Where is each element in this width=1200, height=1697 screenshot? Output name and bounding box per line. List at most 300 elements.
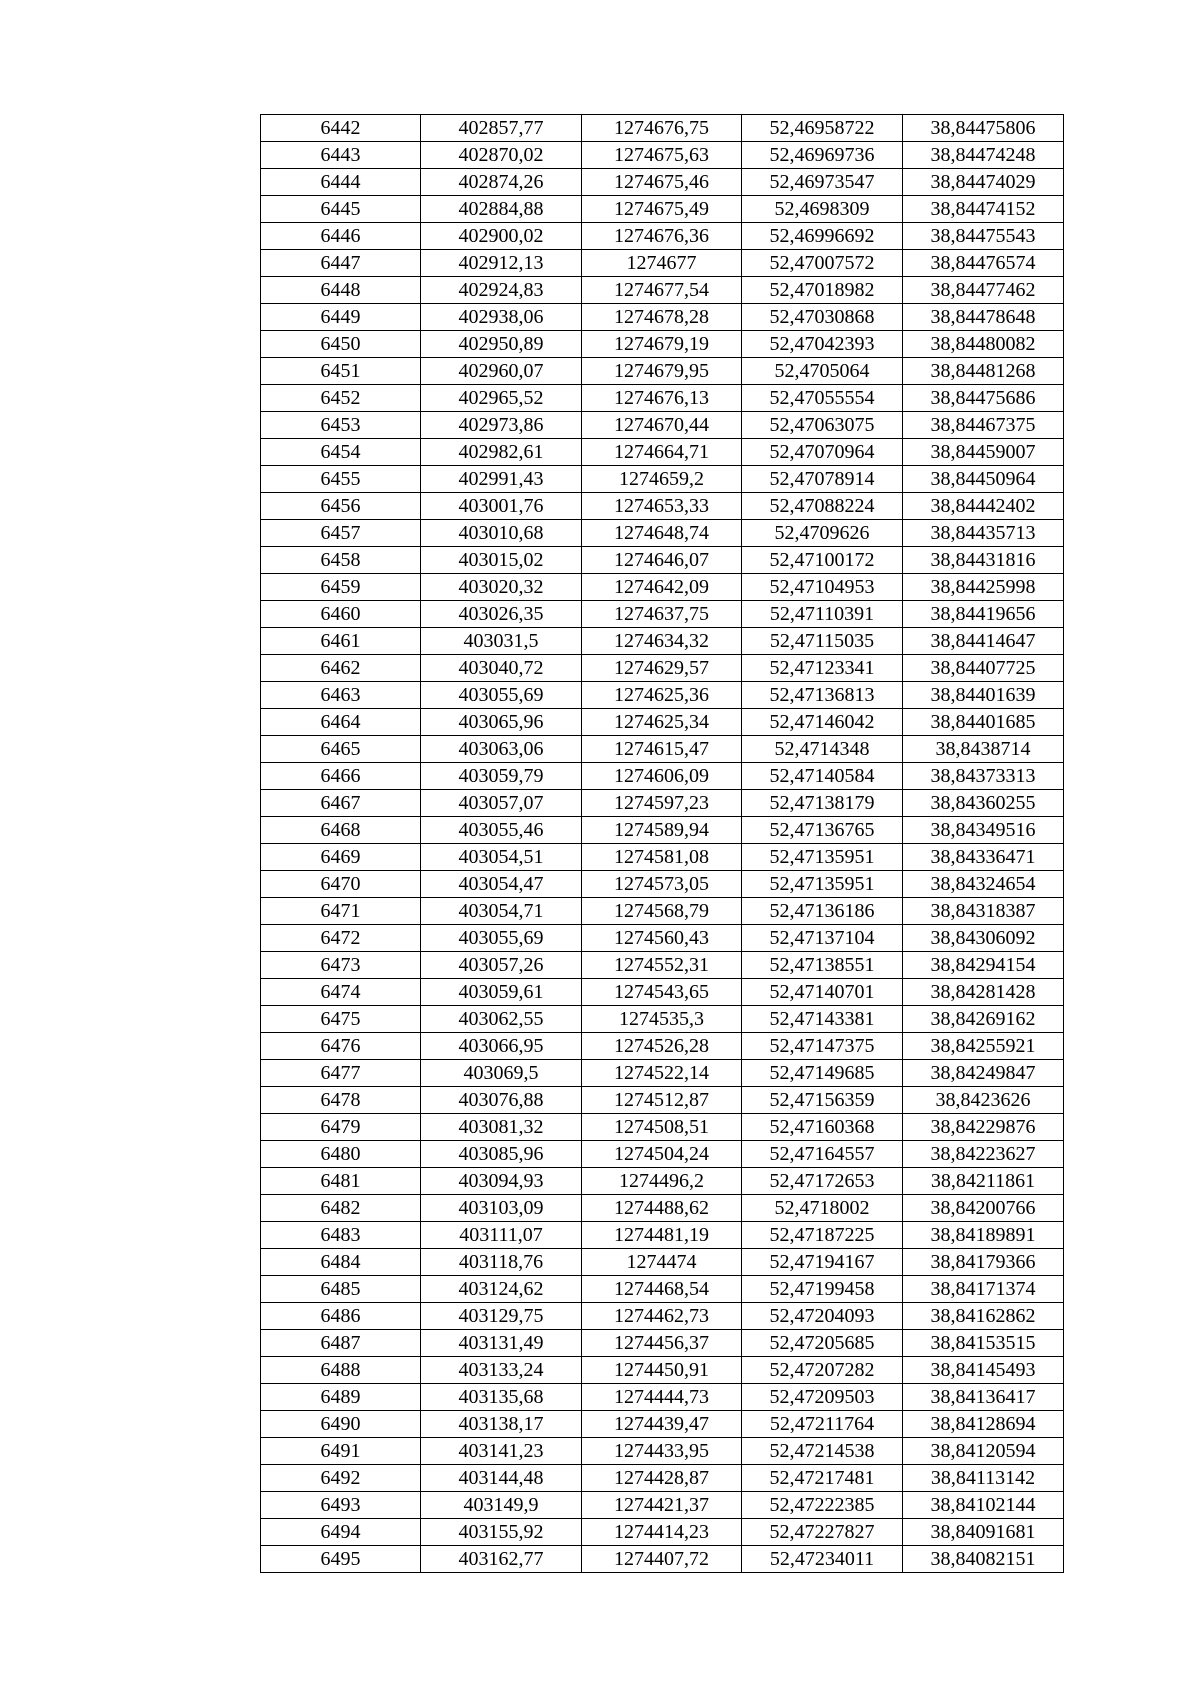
table-row <box>261 196 1064 223</box>
point-number-cell: 6487 <box>261 1330 421 1357</box>
x-coordinate-cell: 403059,79 <box>421 763 582 790</box>
latitude-cell: 52,46996692 <box>742 223 903 250</box>
table-row <box>261 169 1064 196</box>
x-coordinate-cell: 403138,17 <box>421 1411 582 1438</box>
table-row <box>261 1465 1064 1492</box>
longitude-cell: 38,84435713 <box>903 520 1064 547</box>
x-coordinate-cell: 403162,77 <box>421 1546 582 1573</box>
latitude-cell: 52,47194167 <box>742 1249 903 1276</box>
table-row <box>261 898 1064 925</box>
longitude-cell: 38,84189891 <box>903 1222 1064 1249</box>
longitude-cell: 38,84478648 <box>903 304 1064 331</box>
point-number-cell: 6493 <box>261 1492 421 1519</box>
point-number-cell: 6490 <box>261 1411 421 1438</box>
table-row <box>261 547 1064 574</box>
x-coordinate-cell: 402857,77 <box>421 115 582 142</box>
y-coordinate-cell: 1274407,72 <box>582 1546 742 1573</box>
y-coordinate-cell: 1274568,79 <box>582 898 742 925</box>
y-coordinate-cell: 1274670,44 <box>582 412 742 439</box>
y-coordinate-cell: 1274675,46 <box>582 169 742 196</box>
table-row <box>261 709 1064 736</box>
x-coordinate-cell: 403065,96 <box>421 709 582 736</box>
y-coordinate-cell: 1274522,14 <box>582 1060 742 1087</box>
table-row <box>261 250 1064 277</box>
y-coordinate-cell: 1274677,54 <box>582 277 742 304</box>
longitude-cell: 38,84431816 <box>903 547 1064 574</box>
longitude-cell: 38,84360255 <box>903 790 1064 817</box>
table-row <box>261 871 1064 898</box>
y-coordinate-cell: 1274678,28 <box>582 304 742 331</box>
table-row <box>261 1276 1064 1303</box>
x-coordinate-cell: 403085,96 <box>421 1141 582 1168</box>
coordinates-table <box>260 114 1064 1573</box>
point-number-cell: 6442 <box>261 115 421 142</box>
point-number-cell: 6455 <box>261 466 421 493</box>
table-row <box>261 1114 1064 1141</box>
point-number-cell: 6445 <box>261 196 421 223</box>
latitude-cell: 52,47214538 <box>742 1438 903 1465</box>
longitude-cell: 38,84200766 <box>903 1195 1064 1222</box>
longitude-cell: 38,84120594 <box>903 1438 1064 1465</box>
longitude-cell: 38,84249847 <box>903 1060 1064 1087</box>
table-row <box>261 1546 1064 1573</box>
point-number-cell: 6453 <box>261 412 421 439</box>
y-coordinate-cell: 1274659,2 <box>582 466 742 493</box>
point-number-cell: 6476 <box>261 1033 421 1060</box>
latitude-cell: 52,4698309 <box>742 196 903 223</box>
y-coordinate-cell: 1274512,87 <box>582 1087 742 1114</box>
table-row <box>261 1411 1064 1438</box>
y-coordinate-cell: 1274535,3 <box>582 1006 742 1033</box>
latitude-cell: 52,47199458 <box>742 1276 903 1303</box>
table-row <box>261 304 1064 331</box>
point-number-cell: 6459 <box>261 574 421 601</box>
longitude-cell: 38,84401639 <box>903 682 1064 709</box>
point-number-cell: 6483 <box>261 1222 421 1249</box>
table-row <box>261 1033 1064 1060</box>
longitude-cell: 38,84476574 <box>903 250 1064 277</box>
y-coordinate-cell: 1274664,71 <box>582 439 742 466</box>
x-coordinate-cell: 403054,71 <box>421 898 582 925</box>
x-coordinate-cell: 403149,9 <box>421 1492 582 1519</box>
y-coordinate-cell: 1274634,32 <box>582 628 742 655</box>
latitude-cell: 52,47140584 <box>742 763 903 790</box>
table-row <box>261 1303 1064 1330</box>
longitude-cell: 38,84153515 <box>903 1330 1064 1357</box>
table-row <box>261 412 1064 439</box>
longitude-cell: 38,84128694 <box>903 1411 1064 1438</box>
longitude-cell: 38,84306092 <box>903 925 1064 952</box>
table-row <box>261 736 1064 763</box>
x-coordinate-cell: 403103,09 <box>421 1195 582 1222</box>
table-row <box>261 790 1064 817</box>
x-coordinate-cell: 403026,35 <box>421 601 582 628</box>
point-number-cell: 6474 <box>261 979 421 1006</box>
table-row <box>261 655 1064 682</box>
y-coordinate-cell: 1274629,57 <box>582 655 742 682</box>
x-coordinate-cell: 403020,32 <box>421 574 582 601</box>
longitude-cell: 38,84475686 <box>903 385 1064 412</box>
latitude-cell: 52,47070964 <box>742 439 903 466</box>
y-coordinate-cell: 1274646,07 <box>582 547 742 574</box>
table-row <box>261 277 1064 304</box>
latitude-cell: 52,47147375 <box>742 1033 903 1060</box>
y-coordinate-cell: 1274428,87 <box>582 1465 742 1492</box>
longitude-cell: 38,84475806 <box>903 115 1064 142</box>
longitude-cell: 38,84459007 <box>903 439 1064 466</box>
longitude-cell: 38,84281428 <box>903 979 1064 1006</box>
y-coordinate-cell: 1274615,47 <box>582 736 742 763</box>
latitude-cell: 52,47187225 <box>742 1222 903 1249</box>
latitude-cell: 52,47136813 <box>742 682 903 709</box>
y-coordinate-cell: 1274414,23 <box>582 1519 742 1546</box>
latitude-cell: 52,47156359 <box>742 1087 903 1114</box>
point-number-cell: 6450 <box>261 331 421 358</box>
table-row <box>261 358 1064 385</box>
x-coordinate-cell: 403069,5 <box>421 1060 582 1087</box>
y-coordinate-cell: 1274462,73 <box>582 1303 742 1330</box>
table-row <box>261 1438 1064 1465</box>
point-number-cell: 6486 <box>261 1303 421 1330</box>
longitude-cell: 38,84318387 <box>903 898 1064 925</box>
point-number-cell: 6485 <box>261 1276 421 1303</box>
point-number-cell: 6475 <box>261 1006 421 1033</box>
table-row <box>261 520 1064 547</box>
table-row <box>261 817 1064 844</box>
latitude-cell: 52,47100172 <box>742 547 903 574</box>
point-number-cell: 6456 <box>261 493 421 520</box>
x-coordinate-cell: 403066,95 <box>421 1033 582 1060</box>
longitude-cell: 38,84091681 <box>903 1519 1064 1546</box>
x-coordinate-cell: 403031,5 <box>421 628 582 655</box>
longitude-cell: 38,84336471 <box>903 844 1064 871</box>
point-number-cell: 6470 <box>261 871 421 898</box>
point-number-cell: 6468 <box>261 817 421 844</box>
y-coordinate-cell: 1274468,54 <box>582 1276 742 1303</box>
table-row <box>261 601 1064 628</box>
longitude-cell: 38,84407725 <box>903 655 1064 682</box>
table-row <box>261 1141 1064 1168</box>
x-coordinate-cell: 402884,88 <box>421 196 582 223</box>
point-number-cell: 6478 <box>261 1087 421 1114</box>
y-coordinate-cell: 1274543,65 <box>582 979 742 1006</box>
point-number-cell: 6484 <box>261 1249 421 1276</box>
longitude-cell: 38,84474152 <box>903 196 1064 223</box>
longitude-cell: 38,84179366 <box>903 1249 1064 1276</box>
y-coordinate-cell: 1274625,36 <box>582 682 742 709</box>
x-coordinate-cell: 403141,23 <box>421 1438 582 1465</box>
y-coordinate-cell: 1274456,37 <box>582 1330 742 1357</box>
longitude-cell: 38,8423626 <box>903 1087 1064 1114</box>
y-coordinate-cell: 1274676,36 <box>582 223 742 250</box>
point-number-cell: 6466 <box>261 763 421 790</box>
table-row <box>261 466 1064 493</box>
y-coordinate-cell: 1274504,24 <box>582 1141 742 1168</box>
longitude-cell: 38,84401685 <box>903 709 1064 736</box>
y-coordinate-cell: 1274675,63 <box>582 142 742 169</box>
point-number-cell: 6457 <box>261 520 421 547</box>
latitude-cell: 52,47063075 <box>742 412 903 439</box>
point-number-cell: 6464 <box>261 709 421 736</box>
point-number-cell: 6479 <box>261 1114 421 1141</box>
x-coordinate-cell: 402912,13 <box>421 250 582 277</box>
latitude-cell: 52,47088224 <box>742 493 903 520</box>
longitude-cell: 38,84294154 <box>903 952 1064 979</box>
x-coordinate-cell: 403081,32 <box>421 1114 582 1141</box>
y-coordinate-cell: 1274560,43 <box>582 925 742 952</box>
x-coordinate-cell: 403015,02 <box>421 547 582 574</box>
point-number-cell: 6489 <box>261 1384 421 1411</box>
point-number-cell: 6462 <box>261 655 421 682</box>
table-row <box>261 574 1064 601</box>
y-coordinate-cell: 1274606,09 <box>582 763 742 790</box>
table-row <box>261 439 1064 466</box>
table-row <box>261 1168 1064 1195</box>
y-coordinate-cell: 1274552,31 <box>582 952 742 979</box>
longitude-cell: 38,84223627 <box>903 1141 1064 1168</box>
coordinates-table-body <box>261 115 1064 1573</box>
longitude-cell: 38,8438714 <box>903 736 1064 763</box>
longitude-cell: 38,84480082 <box>903 331 1064 358</box>
table-row <box>261 682 1064 709</box>
latitude-cell: 52,46973547 <box>742 169 903 196</box>
table-row <box>261 1060 1064 1087</box>
y-coordinate-cell: 1274481,19 <box>582 1222 742 1249</box>
y-coordinate-cell: 1274597,23 <box>582 790 742 817</box>
x-coordinate-cell: 403094,93 <box>421 1168 582 1195</box>
point-number-cell: 6488 <box>261 1357 421 1384</box>
latitude-cell: 52,47136186 <box>742 898 903 925</box>
longitude-cell: 38,84102144 <box>903 1492 1064 1519</box>
point-number-cell: 6467 <box>261 790 421 817</box>
latitude-cell: 52,47135951 <box>742 871 903 898</box>
latitude-cell: 52,47143381 <box>742 1006 903 1033</box>
table-row <box>261 142 1064 169</box>
y-coordinate-cell: 1274488,62 <box>582 1195 742 1222</box>
latitude-cell: 52,47164557 <box>742 1141 903 1168</box>
x-coordinate-cell: 403001,76 <box>421 493 582 520</box>
latitude-cell: 52,47018982 <box>742 277 903 304</box>
longitude-cell: 38,84450964 <box>903 466 1064 493</box>
table-row <box>261 844 1064 871</box>
x-coordinate-cell: 403118,76 <box>421 1249 582 1276</box>
y-coordinate-cell: 1274679,19 <box>582 331 742 358</box>
y-coordinate-cell: 1274589,94 <box>582 817 742 844</box>
x-coordinate-cell: 403144,48 <box>421 1465 582 1492</box>
y-coordinate-cell: 1274676,75 <box>582 115 742 142</box>
latitude-cell: 52,4705064 <box>742 358 903 385</box>
table-row <box>261 493 1064 520</box>
x-coordinate-cell: 403131,49 <box>421 1330 582 1357</box>
x-coordinate-cell: 403055,69 <box>421 682 582 709</box>
table-row <box>261 1087 1064 1114</box>
point-number-cell: 6443 <box>261 142 421 169</box>
y-coordinate-cell: 1274676,13 <box>582 385 742 412</box>
x-coordinate-cell: 402874,26 <box>421 169 582 196</box>
longitude-cell: 38,84474029 <box>903 169 1064 196</box>
point-number-cell: 6469 <box>261 844 421 871</box>
latitude-cell: 52,4714348 <box>742 736 903 763</box>
y-coordinate-cell: 1274653,33 <box>582 493 742 520</box>
x-coordinate-cell: 403040,72 <box>421 655 582 682</box>
y-coordinate-cell: 1274496,2 <box>582 1168 742 1195</box>
x-coordinate-cell: 403111,07 <box>421 1222 582 1249</box>
longitude-cell: 38,84145493 <box>903 1357 1064 1384</box>
table-row <box>261 331 1064 358</box>
point-number-cell: 6482 <box>261 1195 421 1222</box>
x-coordinate-cell: 403129,75 <box>421 1303 582 1330</box>
x-coordinate-cell: 403059,61 <box>421 979 582 1006</box>
x-coordinate-cell: 403135,68 <box>421 1384 582 1411</box>
x-coordinate-cell: 402938,06 <box>421 304 582 331</box>
y-coordinate-cell: 1274526,28 <box>582 1033 742 1060</box>
table-row <box>261 1249 1064 1276</box>
y-coordinate-cell: 1274474 <box>582 1249 742 1276</box>
y-coordinate-cell: 1274450,91 <box>582 1357 742 1384</box>
table-row <box>261 115 1064 142</box>
x-coordinate-cell: 402900,02 <box>421 223 582 250</box>
point-number-cell: 6452 <box>261 385 421 412</box>
x-coordinate-cell: 403133,24 <box>421 1357 582 1384</box>
latitude-cell: 52,47209503 <box>742 1384 903 1411</box>
latitude-cell: 52,47217481 <box>742 1465 903 1492</box>
table-row <box>261 385 1064 412</box>
latitude-cell: 52,47123341 <box>742 655 903 682</box>
table-row <box>261 1357 1064 1384</box>
x-coordinate-cell: 402991,43 <box>421 466 582 493</box>
y-coordinate-cell: 1274573,05 <box>582 871 742 898</box>
point-number-cell: 6451 <box>261 358 421 385</box>
x-coordinate-cell: 402924,83 <box>421 277 582 304</box>
latitude-cell: 52,47234011 <box>742 1546 903 1573</box>
longitude-cell: 38,84419656 <box>903 601 1064 628</box>
y-coordinate-cell: 1274444,73 <box>582 1384 742 1411</box>
y-coordinate-cell: 1274433,95 <box>582 1438 742 1465</box>
latitude-cell: 52,47138551 <box>742 952 903 979</box>
latitude-cell: 52,46969736 <box>742 142 903 169</box>
longitude-cell: 38,84474248 <box>903 142 1064 169</box>
table-row <box>261 1519 1064 1546</box>
latitude-cell: 52,47149685 <box>742 1060 903 1087</box>
longitude-cell: 38,84171374 <box>903 1276 1064 1303</box>
x-coordinate-cell: 402965,52 <box>421 385 582 412</box>
point-number-cell: 6477 <box>261 1060 421 1087</box>
point-number-cell: 6447 <box>261 250 421 277</box>
latitude-cell: 52,47205685 <box>742 1330 903 1357</box>
point-number-cell: 6461 <box>261 628 421 655</box>
table-row <box>261 925 1064 952</box>
latitude-cell: 52,47055554 <box>742 385 903 412</box>
latitude-cell: 52,47140701 <box>742 979 903 1006</box>
latitude-cell: 52,47007572 <box>742 250 903 277</box>
latitude-cell: 52,47042393 <box>742 331 903 358</box>
point-number-cell: 6463 <box>261 682 421 709</box>
y-coordinate-cell: 1274677 <box>582 250 742 277</box>
latitude-cell: 52,47137104 <box>742 925 903 952</box>
longitude-cell: 38,84475543 <box>903 223 1064 250</box>
y-coordinate-cell: 1274679,95 <box>582 358 742 385</box>
point-number-cell: 6454 <box>261 439 421 466</box>
longitude-cell: 38,84113142 <box>903 1465 1064 1492</box>
table-row <box>261 1006 1064 1033</box>
y-coordinate-cell: 1274439,47 <box>582 1411 742 1438</box>
point-number-cell: 6460 <box>261 601 421 628</box>
point-number-cell: 6480 <box>261 1141 421 1168</box>
x-coordinate-cell: 403076,88 <box>421 1087 582 1114</box>
x-coordinate-cell: 403124,62 <box>421 1276 582 1303</box>
x-coordinate-cell: 403054,51 <box>421 844 582 871</box>
x-coordinate-cell: 402960,07 <box>421 358 582 385</box>
point-number-cell: 6465 <box>261 736 421 763</box>
latitude-cell: 52,47207282 <box>742 1357 903 1384</box>
longitude-cell: 38,84349516 <box>903 817 1064 844</box>
longitude-cell: 38,84229876 <box>903 1114 1064 1141</box>
longitude-cell: 38,84477462 <box>903 277 1064 304</box>
longitude-cell: 38,84082151 <box>903 1546 1064 1573</box>
y-coordinate-cell: 1274642,09 <box>582 574 742 601</box>
table-row <box>261 1195 1064 1222</box>
longitude-cell: 38,84162862 <box>903 1303 1064 1330</box>
longitude-cell: 38,84414647 <box>903 628 1064 655</box>
point-number-cell: 6494 <box>261 1519 421 1546</box>
latitude-cell: 52,47160368 <box>742 1114 903 1141</box>
latitude-cell: 52,47222385 <box>742 1492 903 1519</box>
longitude-cell: 38,84467375 <box>903 412 1064 439</box>
table-row <box>261 952 1064 979</box>
latitude-cell: 52,47110391 <box>742 601 903 628</box>
longitude-cell: 38,84324654 <box>903 871 1064 898</box>
latitude-cell: 52,47204093 <box>742 1303 903 1330</box>
latitude-cell: 52,47138179 <box>742 790 903 817</box>
y-coordinate-cell: 1274648,74 <box>582 520 742 547</box>
point-number-cell: 6458 <box>261 547 421 574</box>
longitude-cell: 38,84136417 <box>903 1384 1064 1411</box>
latitude-cell: 52,47030868 <box>742 304 903 331</box>
longitude-cell: 38,84425998 <box>903 574 1064 601</box>
latitude-cell: 52,47136765 <box>742 817 903 844</box>
point-number-cell: 6449 <box>261 304 421 331</box>
y-coordinate-cell: 1274637,75 <box>582 601 742 628</box>
x-coordinate-cell: 403055,46 <box>421 817 582 844</box>
latitude-cell: 52,4718002 <box>742 1195 903 1222</box>
point-number-cell: 6471 <box>261 898 421 925</box>
y-coordinate-cell: 1274581,08 <box>582 844 742 871</box>
table-row <box>261 979 1064 1006</box>
x-coordinate-cell: 403054,47 <box>421 871 582 898</box>
table-row <box>261 1384 1064 1411</box>
x-coordinate-cell: 403057,07 <box>421 790 582 817</box>
point-number-cell: 6495 <box>261 1546 421 1573</box>
latitude-cell: 52,47211764 <box>742 1411 903 1438</box>
x-coordinate-cell: 403062,55 <box>421 1006 582 1033</box>
table-row <box>261 763 1064 790</box>
latitude-cell: 52,47146042 <box>742 709 903 736</box>
table-row <box>261 223 1064 250</box>
y-coordinate-cell: 1274675,49 <box>582 196 742 223</box>
point-number-cell: 6481 <box>261 1168 421 1195</box>
latitude-cell: 52,47115035 <box>742 628 903 655</box>
x-coordinate-cell: 403155,92 <box>421 1519 582 1546</box>
y-coordinate-cell: 1274421,37 <box>582 1492 742 1519</box>
x-coordinate-cell: 402870,02 <box>421 142 582 169</box>
x-coordinate-cell: 403010,68 <box>421 520 582 547</box>
latitude-cell: 52,47104953 <box>742 574 903 601</box>
point-number-cell: 6448 <box>261 277 421 304</box>
latitude-cell: 52,46958722 <box>742 115 903 142</box>
x-coordinate-cell: 402973,86 <box>421 412 582 439</box>
latitude-cell: 52,47227827 <box>742 1519 903 1546</box>
point-number-cell: 6473 <box>261 952 421 979</box>
